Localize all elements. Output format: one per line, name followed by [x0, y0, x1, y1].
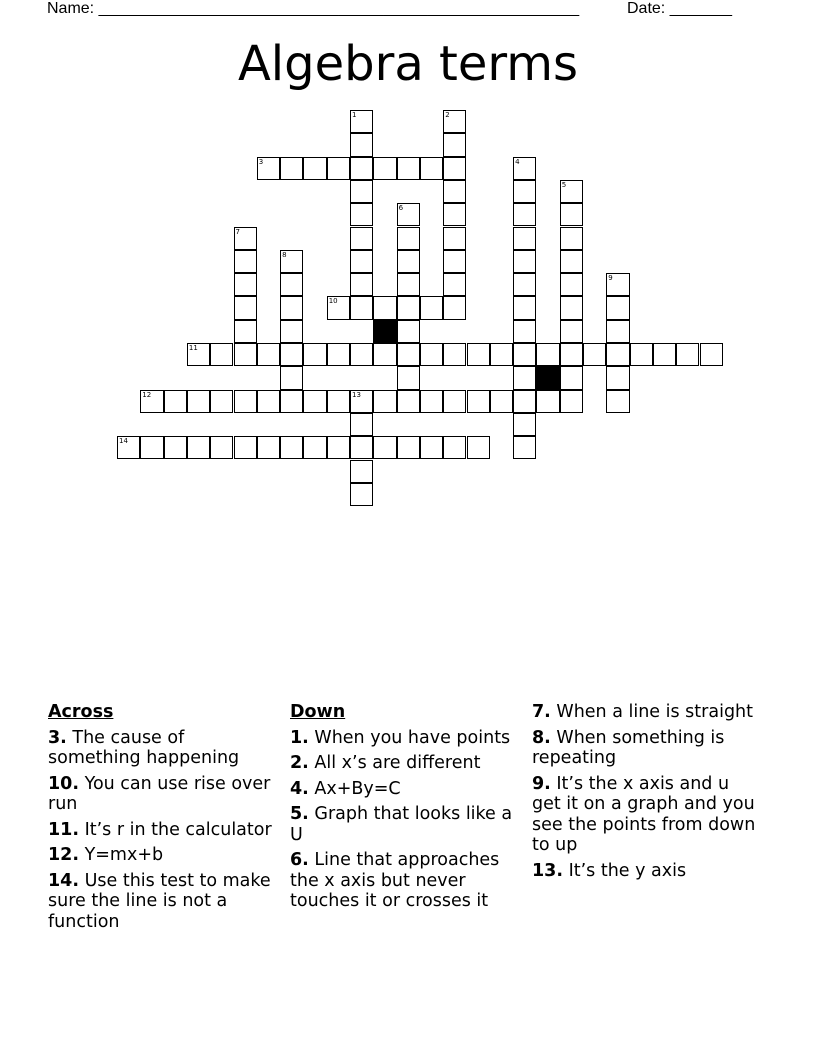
grid-cell[interactable]: [210, 390, 233, 413]
grid-cell[interactable]: [513, 390, 536, 413]
grid-cell[interactable]: [234, 296, 257, 319]
clue-number: 12.: [48, 845, 80, 865]
clue-number: 4.: [290, 778, 309, 799]
grid-cell[interactable]: [513, 436, 536, 459]
grid-cell[interactable]: [443, 203, 466, 226]
across-clue-list: [48, 728, 273, 933]
clue-text: It’s the y axis: [563, 860, 687, 881]
grid-cell[interactable]: [513, 366, 536, 389]
grid-cell[interactable]: [676, 343, 699, 366]
date-field[interactable]: Date: _______: [627, 0, 732, 17]
grid-cell[interactable]: [560, 203, 583, 226]
grid-cell[interactable]: [560, 227, 583, 250]
grid-cell[interactable]: [583, 343, 606, 366]
grid-cell[interactable]: [513, 180, 536, 203]
clue-text: You can use rise over run: [48, 773, 271, 814]
grid-cell[interactable]: [303, 157, 326, 180]
grid-cell[interactable]: [467, 436, 490, 459]
grid-cell[interactable]: [397, 250, 420, 273]
grid-cell[interactable]: [397, 157, 420, 180]
grid-cell[interactable]: [560, 296, 583, 319]
clue-text: All x’s are different: [308, 753, 481, 773]
clue-item: [290, 850, 515, 912]
cell-number: 2: [445, 111, 450, 119]
grid-cell[interactable]: [327, 296, 350, 319]
grid-cell[interactable]: [257, 390, 280, 413]
grid-cell[interactable]: [280, 366, 303, 389]
grid-cell[interactable]: [234, 227, 257, 250]
grid-cell[interactable]: [397, 343, 420, 366]
cell-number: 12: [142, 390, 152, 399]
grid-cell[interactable]: [700, 343, 723, 366]
grid-cell[interactable]: [606, 366, 629, 389]
clue-text: Graph that looks like a U: [290, 804, 513, 845]
down-clue-list: [290, 728, 515, 912]
grid-cell[interactable]: [234, 250, 257, 273]
grid-cell[interactable]: [210, 436, 233, 459]
grid-cell[interactable]: [350, 133, 373, 156]
grid-cell[interactable]: [443, 110, 466, 133]
clues-down-continued-column: [532, 702, 757, 886]
grid-cell[interactable]: [280, 390, 303, 413]
grid-cell[interactable]: [606, 273, 629, 296]
down-continued-clue-list: [532, 702, 757, 881]
grid-cell[interactable]: [560, 250, 583, 273]
clue-number: 6.: [290, 850, 309, 870]
grid-cell[interactable]: [280, 273, 303, 296]
grid-cell[interactable]: [467, 343, 490, 366]
cell-number: 11: [188, 344, 198, 352]
grid-cell[interactable]: [140, 436, 163, 459]
grid-cell[interactable]: [397, 366, 420, 389]
grid-cell[interactable]: [373, 296, 396, 319]
clue-number: 2.: [290, 753, 309, 773]
grid-cell[interactable]: [397, 320, 420, 343]
grid-cell[interactable]: [443, 133, 466, 156]
clue-item: [532, 728, 757, 769]
clue-text: When something is repeating: [532, 727, 725, 768]
page-title: Algebra terms: [237, 36, 579, 92]
clue-item: [290, 728, 515, 749]
grid-cell[interactable]: [467, 390, 490, 413]
grid-cell[interactable]: [373, 157, 396, 180]
grid-cell[interactable]: [350, 390, 373, 413]
grid-cell[interactable]: [373, 343, 396, 366]
grid-cell[interactable]: [234, 273, 257, 296]
grid-cell[interactable]: [443, 343, 466, 366]
grid-cell[interactable]: [420, 157, 443, 180]
grid-cell[interactable]: [350, 460, 373, 483]
clues-down-column: [290, 702, 515, 917]
grid-cell[interactable]: [187, 343, 210, 366]
grid-cell[interactable]: [234, 436, 257, 459]
grid-cell[interactable]: [350, 343, 373, 366]
grid-cell[interactable]: [606, 343, 629, 366]
grid-cell[interactable]: [443, 227, 466, 250]
cell-number: 1: [352, 111, 357, 119]
clue-item: [48, 774, 273, 815]
grid-cell[interactable]: [536, 343, 559, 366]
grid-cell[interactable]: [187, 390, 210, 413]
clue-text: Use this test to make sure the line is not a function: [48, 870, 271, 932]
grid-cell[interactable]: [280, 296, 303, 319]
grid-cell[interactable]: [350, 227, 373, 250]
grid-cell[interactable]: [350, 250, 373, 273]
clue-text: Line that approaches the x axis but never touches it or crosses it: [290, 850, 500, 911]
grid-cell[interactable]: [560, 343, 583, 366]
grid-cell[interactable]: [606, 390, 629, 413]
grid-cell[interactable]: [234, 343, 257, 366]
grid-cell[interactable]: [606, 320, 629, 343]
grid-cell[interactable]: [443, 180, 466, 203]
grid-cell[interactable]: [397, 296, 420, 319]
grid-cell[interactable]: [350, 110, 373, 133]
clue-number: 8.: [532, 727, 551, 748]
clue-item: [290, 804, 515, 845]
grid-cell[interactable]: [443, 296, 466, 319]
clue-item: [532, 702, 757, 723]
grid-cell[interactable]: [350, 413, 373, 436]
grid-cell[interactable]: [350, 483, 373, 506]
clue-text: When a line is straight: [550, 702, 754, 722]
clue-number: 7.: [532, 702, 551, 722]
cell-number: 6: [398, 204, 404, 213]
grid-cell[interactable]: [397, 390, 420, 413]
grid-cell[interactable]: [257, 436, 280, 459]
grid-cell[interactable]: [513, 343, 536, 366]
name-field[interactable]: Name: ______________________________________________________: [47, 0, 580, 17]
clue-item: [532, 861, 757, 882]
grid-cell[interactable]: [513, 250, 536, 273]
grid-cell[interactable]: [490, 390, 513, 413]
clue-number: 11.: [48, 819, 80, 840]
grid-cell[interactable]: [420, 390, 443, 413]
clues-across-column: [48, 702, 273, 937]
grid-cell[interactable]: [560, 180, 583, 203]
grid-cell[interactable]: [443, 273, 466, 296]
grid-cell[interactable]: [350, 203, 373, 226]
grid-cell[interactable]: [257, 343, 280, 366]
grid-cell[interactable]: [280, 343, 303, 366]
grid-cell[interactable]: [443, 436, 466, 459]
clue-text: It’s the x axis and u get it on a graph and you see the points from down to up: [532, 773, 756, 855]
grid-cell[interactable]: [327, 390, 350, 413]
grid-cell[interactable]: [513, 203, 536, 226]
grid-cell[interactable]: [210, 343, 233, 366]
grid-cell[interactable]: [513, 413, 536, 436]
crossword-grid: [0, 0, 816, 520]
clue-number: 14.: [48, 870, 80, 891]
grid-cell[interactable]: [490, 343, 513, 366]
grid-cell[interactable]: [350, 180, 373, 203]
clue-item: [290, 779, 515, 800]
cell-number: 9: [608, 274, 613, 283]
grid-cell[interactable]: [327, 157, 350, 180]
cell-number: 3: [258, 157, 264, 166]
grid-cell[interactable]: [303, 343, 326, 366]
cell-number: 7: [235, 227, 240, 236]
grid-cell[interactable]: [350, 436, 373, 459]
clue-item: [48, 845, 273, 866]
clue-item: [290, 753, 515, 774]
clue-number: 1.: [290, 727, 309, 748]
grid-cell[interactable]: [280, 157, 303, 180]
grid-cell[interactable]: [443, 250, 466, 273]
grid-cell[interactable]: [606, 296, 629, 319]
cell-number: 4: [515, 157, 520, 166]
grid-cell[interactable]: [443, 390, 466, 413]
clue-text: The cause of something happening: [48, 727, 240, 768]
black-square: [536, 366, 559, 389]
grid-cell[interactable]: [327, 436, 350, 459]
grid-cell[interactable]: [303, 390, 326, 413]
grid-cell[interactable]: [350, 273, 373, 296]
cell-number: 13: [352, 390, 361, 399]
clue-text: Ax+By=C: [308, 778, 401, 799]
clue-number: 5.: [290, 804, 309, 824]
grid-cell[interactable]: [420, 343, 443, 366]
cell-number: 8: [282, 250, 287, 259]
clue-text: When you have points: [308, 727, 511, 748]
clue-number: 9.: [532, 773, 551, 794]
grid-cell[interactable]: [513, 157, 536, 180]
grid-cell[interactable]: [164, 436, 187, 459]
grid-cell[interactable]: [350, 296, 373, 319]
grid-cell[interactable]: [234, 320, 257, 343]
grid-cell[interactable]: [397, 436, 420, 459]
grid-cell[interactable]: [560, 366, 583, 389]
grid-cell[interactable]: [560, 390, 583, 413]
down-heading: Down: [290, 702, 346, 722]
grid-cell[interactable]: [280, 250, 303, 273]
grid-cell[interactable]: [117, 436, 140, 459]
clue-item: [48, 728, 273, 769]
clue-item: [48, 871, 273, 933]
grid-cell[interactable]: [373, 390, 396, 413]
cell-number: 5: [561, 180, 567, 189]
grid-cell[interactable]: [164, 390, 187, 413]
across-heading: Across: [48, 702, 114, 722]
grid-cell[interactable]: [327, 343, 350, 366]
grid-cell[interactable]: [140, 390, 163, 413]
grid-cell[interactable]: [257, 157, 280, 180]
grid-cell[interactable]: [397, 203, 420, 226]
grid-cell[interactable]: [560, 273, 583, 296]
grid-cell[interactable]: [187, 436, 210, 459]
grid-cell[interactable]: [280, 320, 303, 343]
grid-cell[interactable]: [630, 343, 653, 366]
grid-cell[interactable]: [234, 390, 257, 413]
black-square: [373, 320, 396, 343]
grid-cell[interactable]: [420, 296, 443, 319]
grid-cell[interactable]: [513, 227, 536, 250]
clue-text: Y=mx+b: [79, 845, 164, 865]
grid-cell[interactable]: [536, 390, 559, 413]
grid-cell[interactable]: [397, 273, 420, 296]
grid-cell[interactable]: [303, 436, 326, 459]
grid-cell[interactable]: [653, 343, 676, 366]
clue-number: 10.: [48, 773, 80, 794]
clue-text: It’s r in the calculator: [79, 819, 272, 840]
grid-cell[interactable]: [443, 157, 466, 180]
grid-cell[interactable]: [280, 436, 303, 459]
grid-cell[interactable]: [560, 320, 583, 343]
clue-item: [532, 774, 757, 856]
grid-cell[interactable]: [513, 273, 536, 296]
clue-number: 3.: [48, 727, 67, 748]
clue-number: 13.: [532, 860, 564, 881]
grid-cell[interactable]: [350, 157, 373, 180]
grid-cell[interactable]: [397, 227, 420, 250]
grid-cell[interactable]: [513, 296, 536, 319]
clue-item: [48, 820, 273, 841]
cell-number: 14: [119, 437, 128, 446]
grid-cell[interactable]: [373, 436, 396, 459]
cell-number: 10: [328, 297, 338, 306]
grid-cell[interactable]: [420, 436, 443, 459]
grid-cell[interactable]: [513, 320, 536, 343]
